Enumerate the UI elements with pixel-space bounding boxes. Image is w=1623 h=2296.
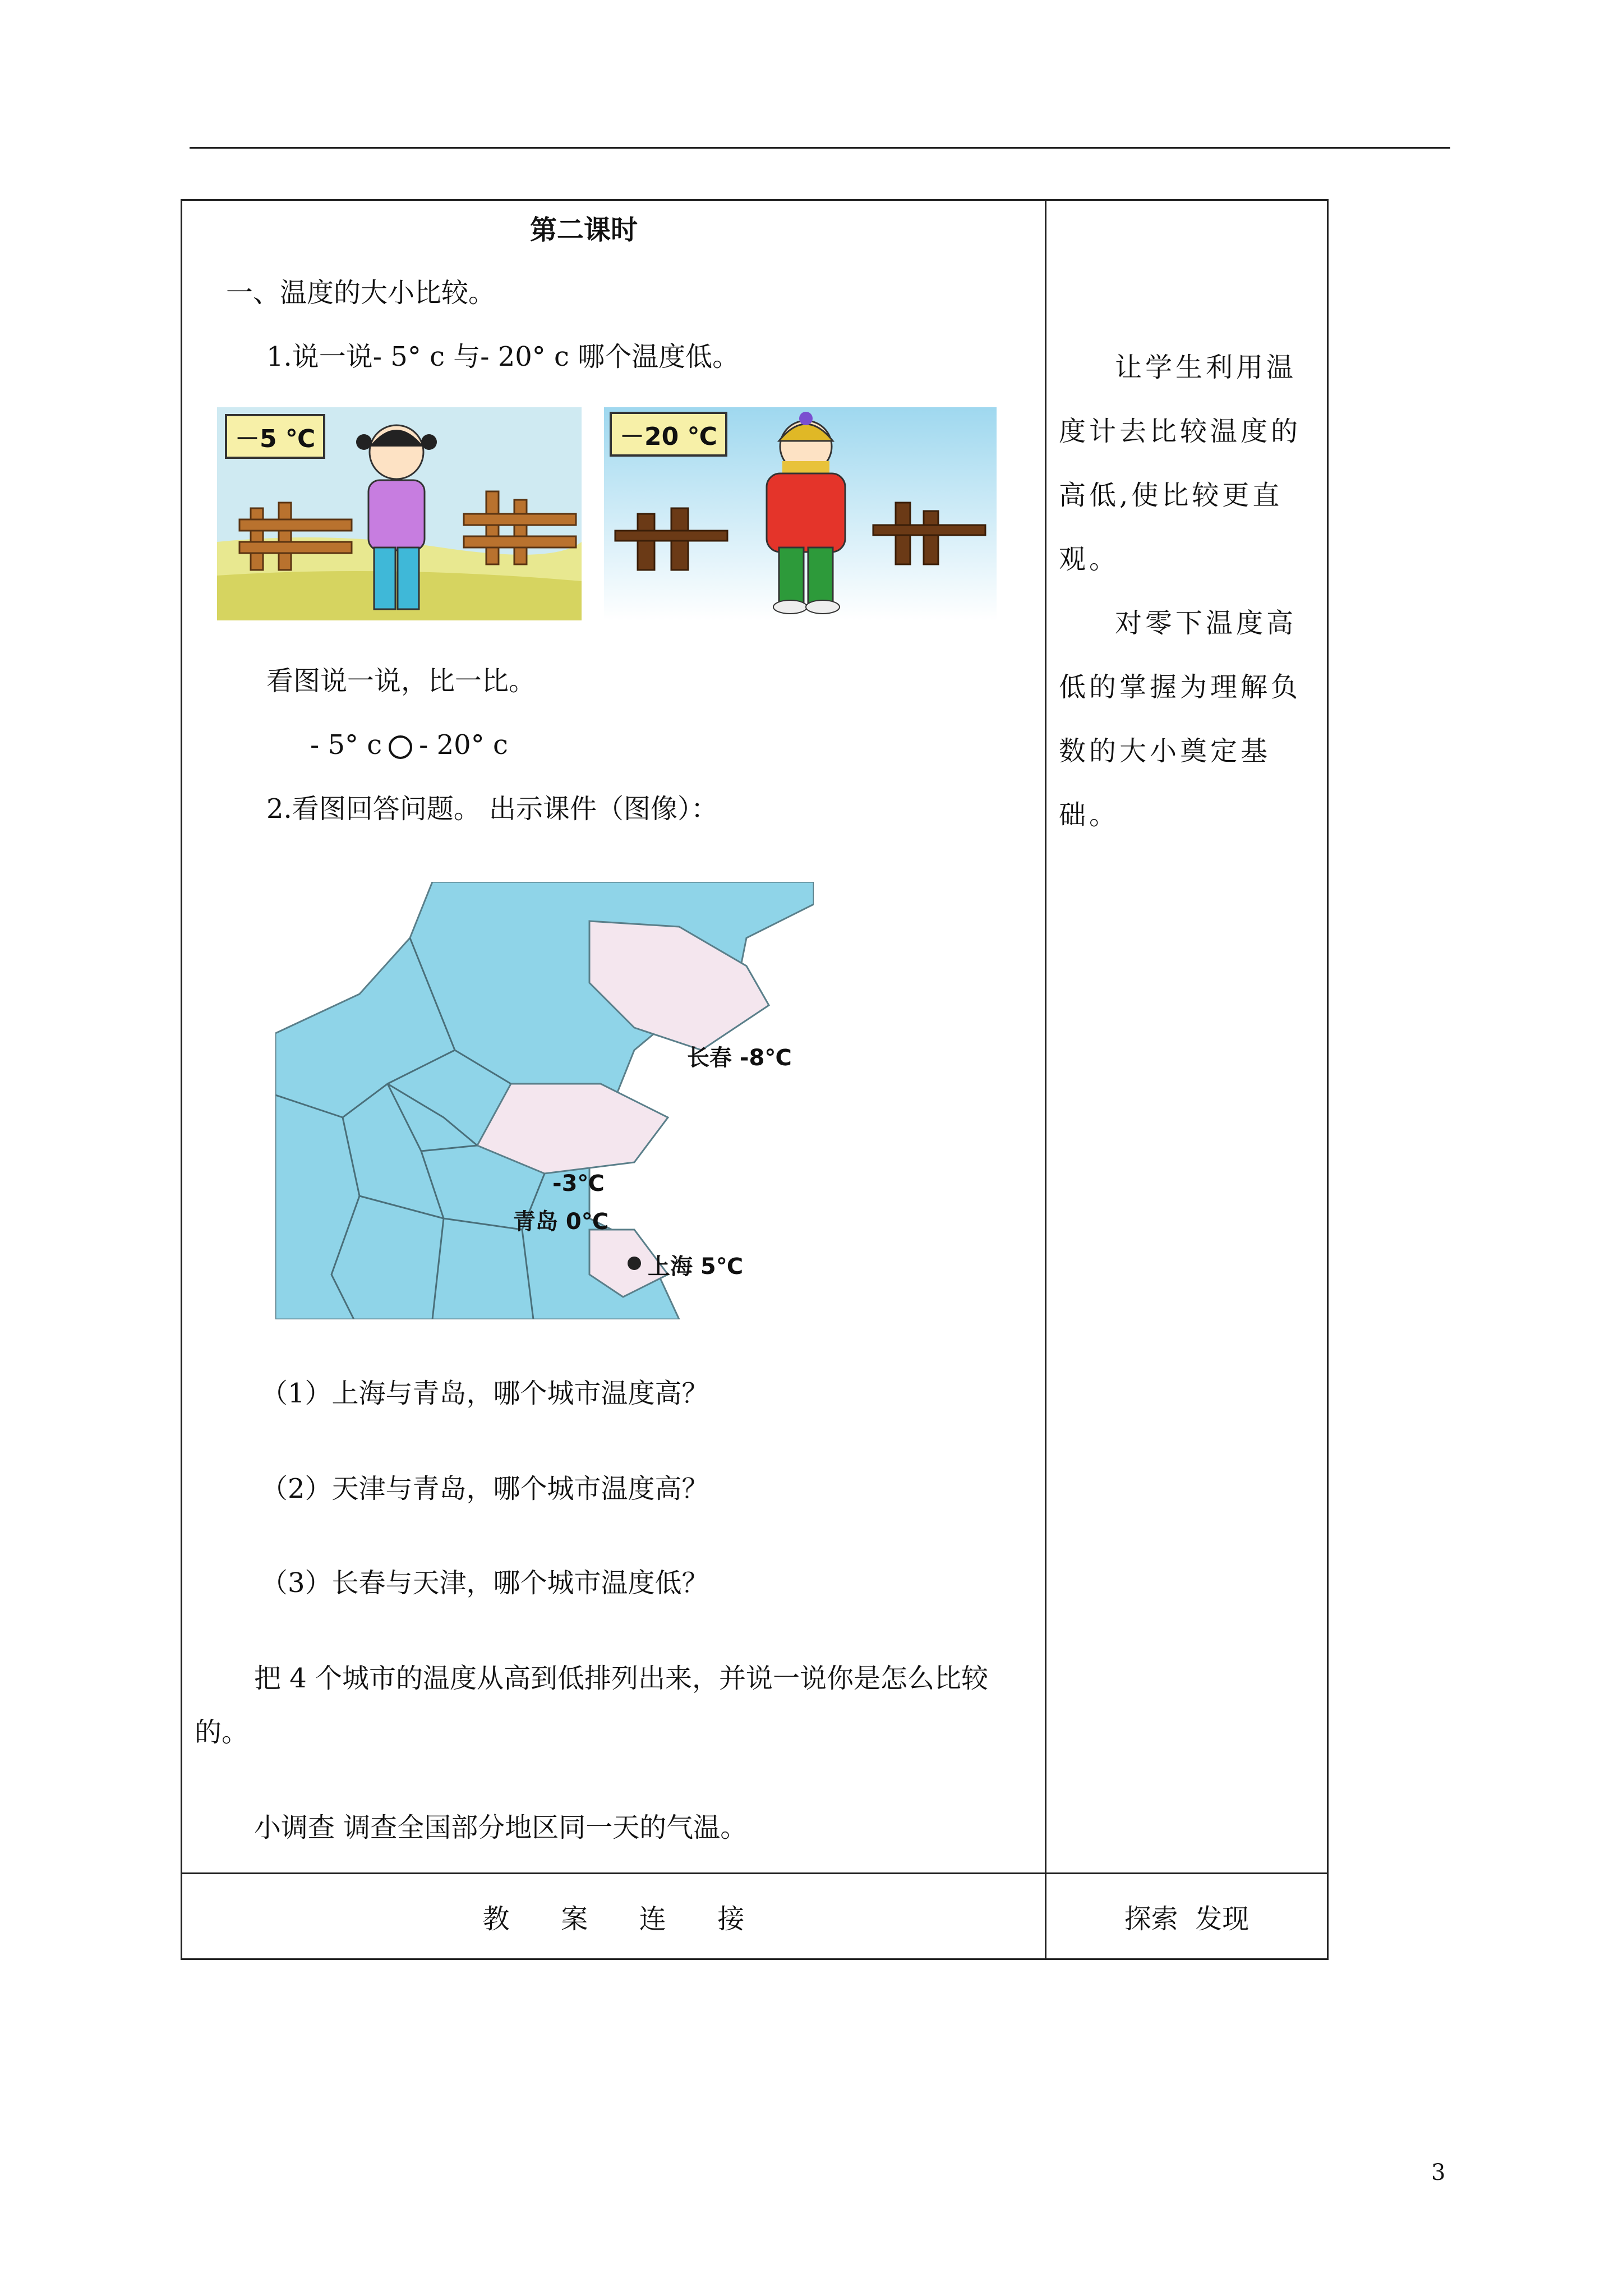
temperature-badge-minus-5: －5 ℃ [225,414,325,459]
map-label-qingdao: 青岛 0℃ [513,1209,609,1235]
note-line-2: 度计去比较温度的 [1059,416,1302,447]
sub-question-3: （3）长春与天津，哪个城市温度低？ [261,1567,709,1599]
map-label-shanghai: 上海 5℃ [648,1254,744,1280]
lesson-table [181,199,1329,1960]
compare-expression [310,728,508,762]
sub-question-1: （1）上海与青岛，哪个城市温度高？ [261,1378,709,1409]
compare-right-value: - 20° c [419,729,508,761]
footer-lesson-link [182,1874,1046,1959]
survey-activity: 小调查 调查全国部分地区同一天的气温。 [254,1812,748,1843]
footer-explore-text: 探索 发现 [1124,1903,1249,1935]
teaching-note [1059,335,1322,847]
teaching-notes-cell [1046,200,1328,1874]
sub-question-2: （2）天津与青岛，哪个城市温度高？ [261,1473,709,1504]
note-line-6: 数的大小奠定基础。 [1059,735,1271,831]
lesson-title: 第二课时 [530,214,638,246]
section-heading: 一、温度的大小比较。 [226,277,496,309]
question-2: 2.看图回答问题。 出示课件（图像）： [266,793,718,825]
compare-left-value: - 5° c [310,729,382,761]
look-and-compare: 看图说一说，比一比。 [266,665,536,697]
arrange-instruction-line2: 的。 [195,1717,249,1748]
note-line-3: 高低,使比较更直观。 [1059,480,1283,575]
map-label-changchun: 长春 -8℃ [687,1045,792,1071]
footer-explore [1046,1874,1328,1959]
arrange-instruction-line1: 把 4 个城市的温度从高到低排列出来，并说一说你是怎么比较 [254,1663,989,1694]
compare-blank-circle [389,735,412,759]
header-rule [190,147,1450,149]
footer-lesson-link-text: 教 案 连 接 [482,1903,745,1935]
note-line-1: 让学生利用温 [1115,352,1297,383]
lesson-main-cell [182,200,1046,1874]
note-line-4: 对零下温度高 [1115,608,1297,639]
temperature-badge-minus-20: －20 ℃ [610,412,727,457]
page-number: 3 [1431,2160,1446,2185]
map-label-tianjin: -3℃ [552,1171,605,1197]
note-line-5: 低的掌握为理解负 [1059,671,1302,703]
question-1: 1.说一说- 5° c 与- 20° c 哪个温度低。 [266,341,740,372]
